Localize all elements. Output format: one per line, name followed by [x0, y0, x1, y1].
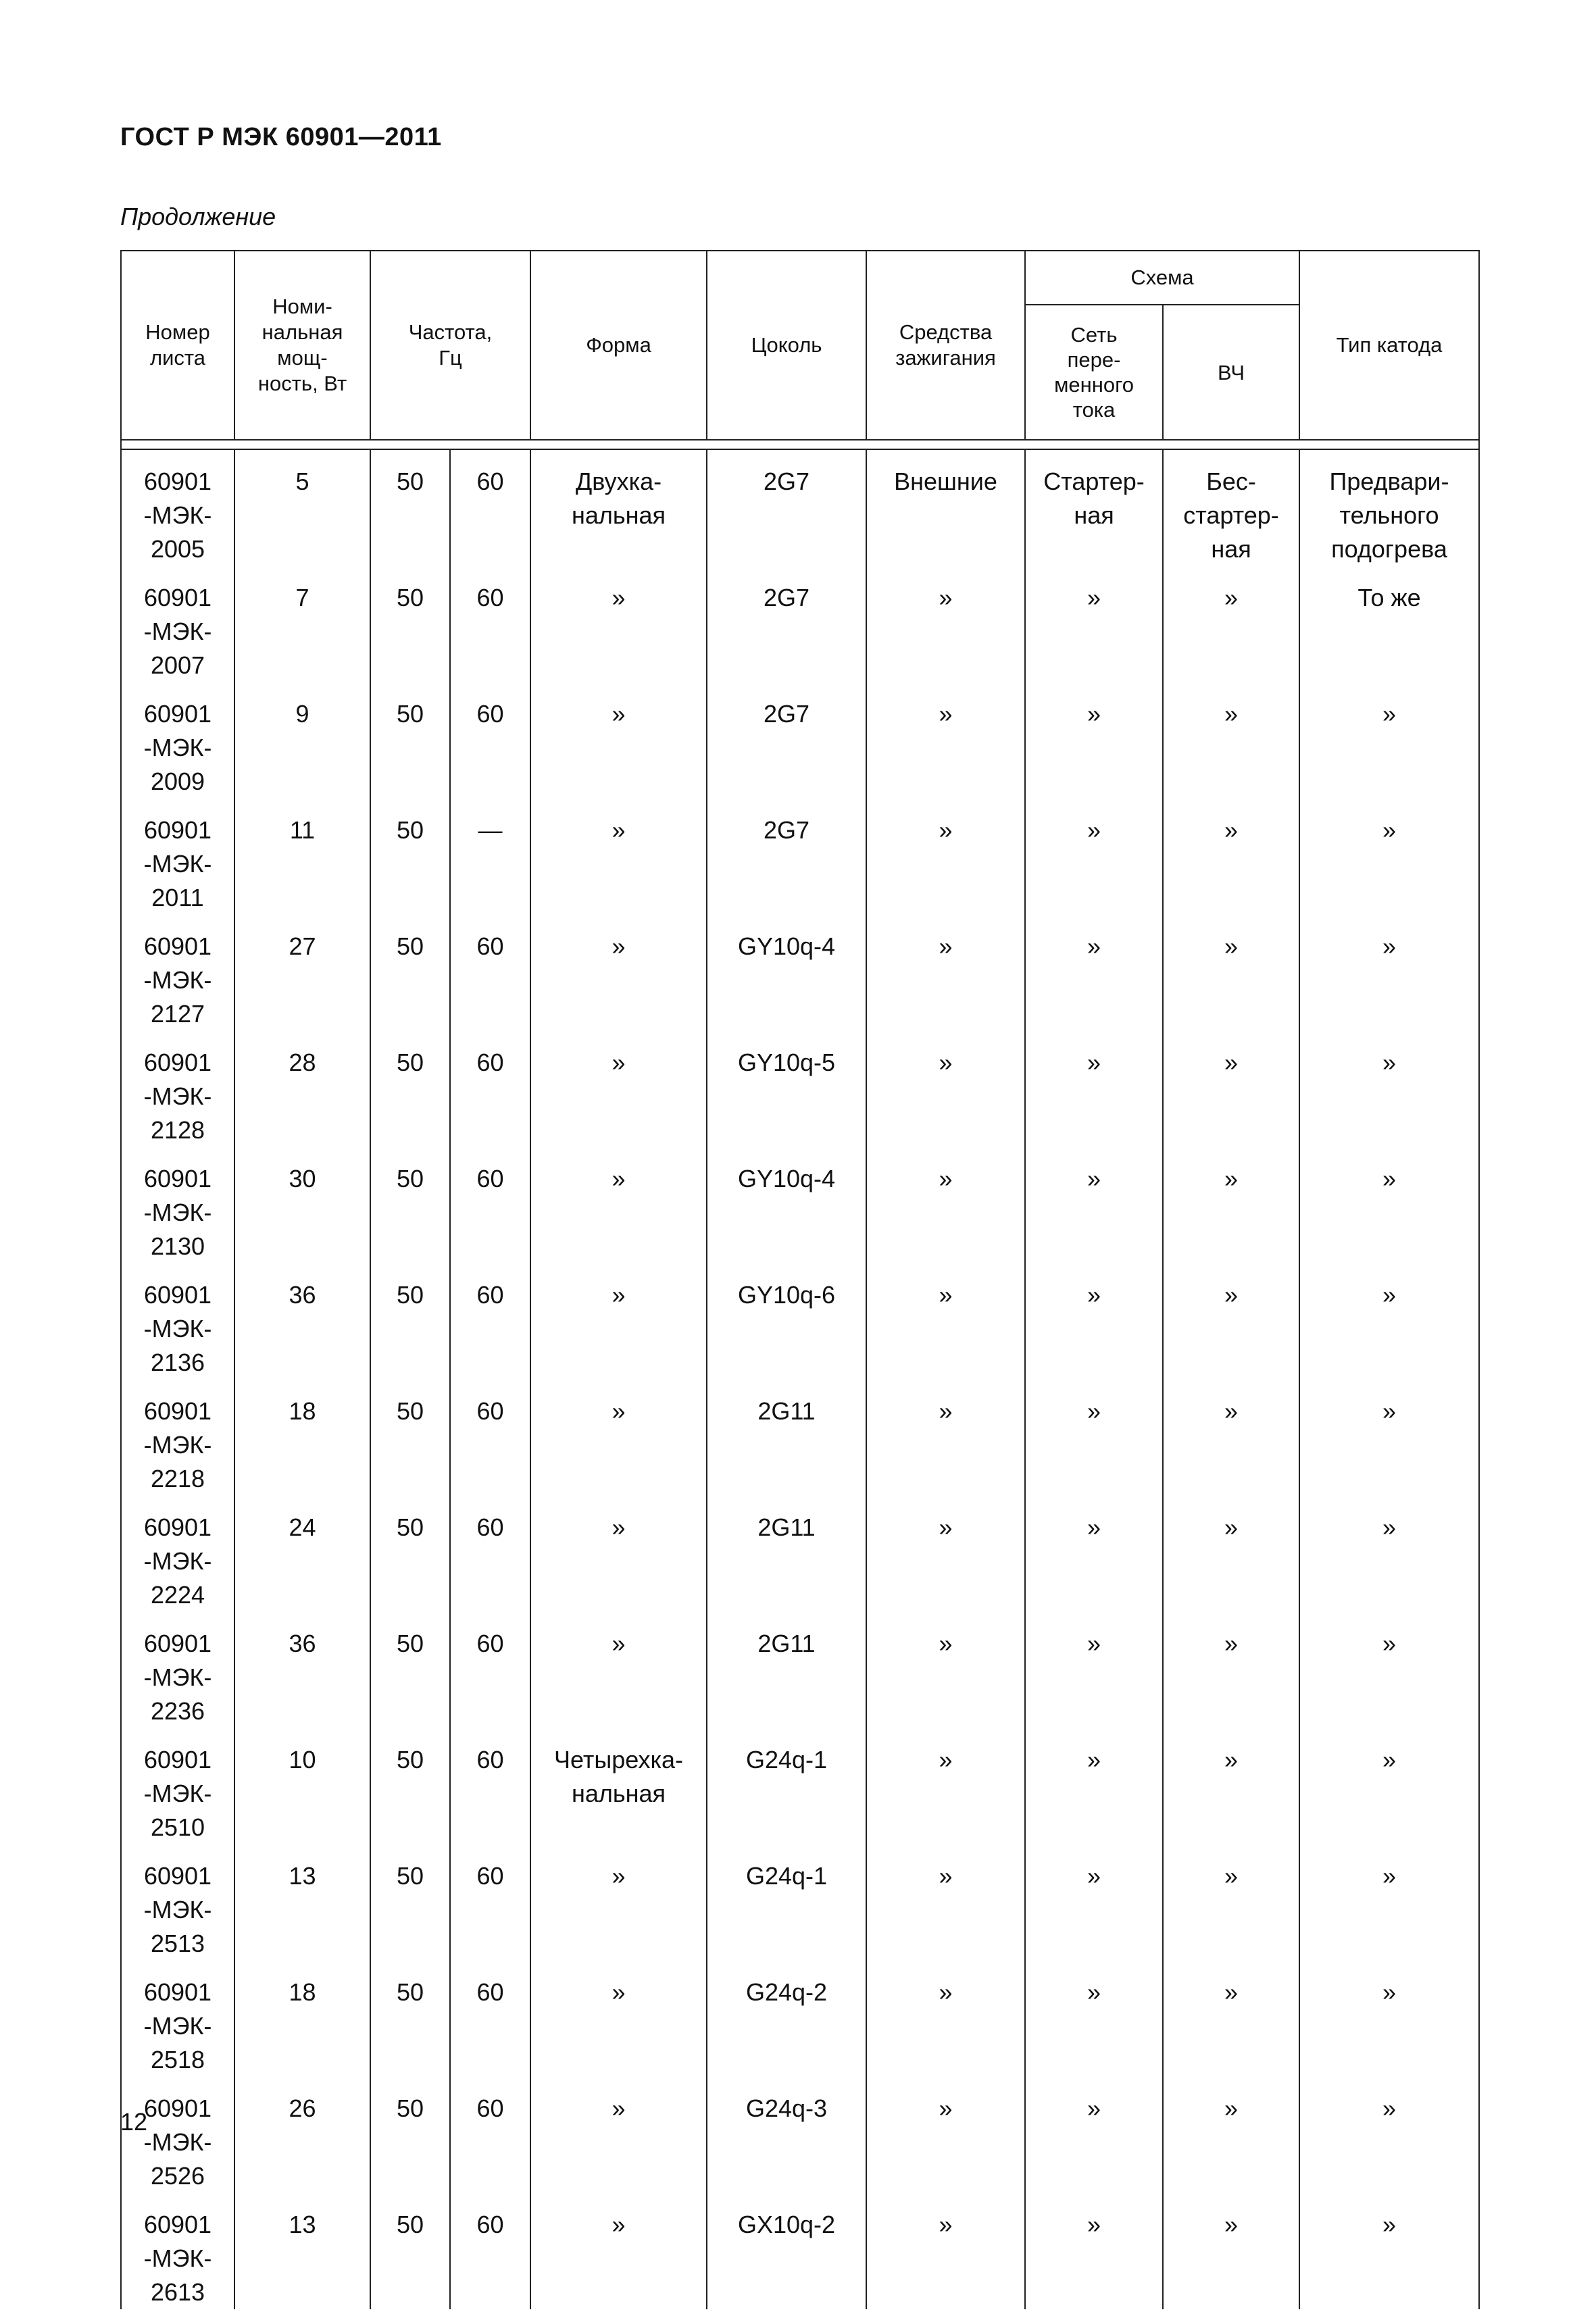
cell-cat: »	[1299, 2193, 1479, 2309]
sheet-number-line: 60901	[143, 1978, 212, 2006]
cell-ac: »	[1025, 2193, 1163, 2309]
sheet-number-line: 60901	[143, 584, 212, 611]
cell-f50: 50	[370, 915, 450, 1031]
cell-ign: »	[866, 915, 1025, 1031]
cell-ign: »	[866, 1380, 1025, 1496]
sheet-number-line: 2009	[150, 768, 205, 795]
sheet-number-line: 60901	[143, 1397, 212, 1425]
sheet-number-line: 2236	[150, 1697, 205, 1725]
sheet-number-line: 2613	[150, 2278, 205, 2306]
cell-cat: »	[1299, 1031, 1479, 1147]
cell-base: G24q-2	[707, 1961, 866, 2077]
cell-ac: »	[1025, 1147, 1163, 1263]
cell-hf: »	[1163, 799, 1299, 915]
cell-f60: 60	[450, 1728, 530, 1844]
cell-hf: »	[1163, 1612, 1299, 1728]
sheet-number-line: -МЭК-	[143, 1780, 212, 1807]
cell-sheet-number	[121, 1263, 234, 1380]
cell-cat: »	[1299, 1263, 1479, 1380]
cell-form	[530, 449, 707, 566]
cell-f50: 50	[370, 2193, 450, 2309]
sheet-number-line: -МЭК-	[143, 1547, 212, 1575]
cell-power: 5	[234, 449, 370, 566]
cell-f50: 50	[370, 1612, 450, 1728]
cell-f60: 60	[450, 1612, 530, 1728]
cell-sheet-number	[121, 1380, 234, 1496]
sheet-number-line: 60901	[143, 1630, 212, 1657]
sheet-number-line: 2136	[150, 1349, 205, 1376]
cell-ign: »	[866, 1496, 1025, 1612]
cell-base: 2G11	[707, 1380, 866, 1496]
cell-line: Двухка-	[575, 468, 662, 495]
sheet-number-line: 2127	[150, 1000, 205, 1028]
cell-cat: »	[1299, 682, 1479, 799]
cell-sheet-number	[121, 1031, 234, 1147]
cell-ign: »	[866, 2193, 1025, 2309]
cell-f50: 50	[370, 682, 450, 799]
cell-f50: 50	[370, 566, 450, 682]
cell-power: 28	[234, 1031, 370, 1147]
table-row	[121, 2077, 1479, 2193]
cell-sheet-number	[121, 1728, 234, 1844]
sheet-number-line: 60901	[143, 932, 212, 960]
cell-form: »	[530, 682, 707, 799]
cell-line: нальная	[571, 501, 666, 529]
cell-sheet-number	[121, 1844, 234, 1961]
cell-ac	[1025, 449, 1163, 566]
cell-hf: »	[1163, 2077, 1299, 2193]
sheet-number-line: 2218	[150, 1465, 205, 1492]
cell-ign: »	[866, 1844, 1025, 1961]
cell-power: 10	[234, 1728, 370, 1844]
cell-sheet-number	[121, 682, 234, 799]
header-frequency: Частота, Гц	[370, 251, 530, 440]
cell-form: »	[530, 915, 707, 1031]
sheet-number-line: 60901	[143, 1862, 212, 1890]
cell-ign: »	[866, 1263, 1025, 1380]
cell-hf: »	[1163, 566, 1299, 682]
cell-f60: 60	[450, 682, 530, 799]
cell-hf: »	[1163, 915, 1299, 1031]
cell-line: Предвари-	[1329, 468, 1449, 495]
sheet-number-line: -МЭК-	[143, 850, 212, 878]
cell-form: »	[530, 2077, 707, 2193]
cell-cat: »	[1299, 1380, 1479, 1496]
document-title: ГОСТ Р МЭК 60901—2011	[120, 123, 442, 151]
cell-ign: »	[866, 799, 1025, 915]
cell-hf: »	[1163, 1380, 1299, 1496]
cell-ign: »	[866, 1147, 1025, 1263]
table-row	[121, 1147, 1479, 1263]
sheet-number-line: 60901	[143, 1165, 212, 1192]
cell-line: тельного	[1339, 501, 1439, 529]
sheet-number-line: -МЭК-	[143, 1663, 212, 1691]
cell-form: »	[530, 1961, 707, 2077]
cell-base: 2G7	[707, 682, 866, 799]
sheet-number-line: -МЭК-	[143, 734, 212, 761]
cell-power: 36	[234, 1612, 370, 1728]
cell-f50: 50	[370, 1263, 450, 1380]
cell-base: 2G7	[707, 799, 866, 915]
cell-f60: 60	[450, 915, 530, 1031]
cell-ign: »	[866, 682, 1025, 799]
table-row	[121, 1031, 1479, 1147]
cell-hf: »	[1163, 1496, 1299, 1612]
cell-f60: 60	[450, 1147, 530, 1263]
cell-cat: »	[1299, 1612, 1479, 1728]
table-row	[121, 1380, 1479, 1496]
cell-hf: »	[1163, 1728, 1299, 1844]
table-row	[121, 682, 1479, 799]
cell-form: »	[530, 566, 707, 682]
header-circuit: Схема	[1025, 251, 1299, 305]
header-form: Форма	[530, 251, 707, 440]
cell-hf: »	[1163, 1263, 1299, 1380]
cell-sheet-number	[121, 1496, 234, 1612]
cell-line: ная	[1074, 501, 1114, 529]
cell-sheet-number	[121, 566, 234, 682]
sheet-number-line: -МЭК-	[143, 966, 212, 994]
cell-form	[530, 1728, 707, 1844]
cell-sheet-number	[121, 1612, 234, 1728]
cell-hf	[1163, 449, 1299, 566]
cell-cat: »	[1299, 799, 1479, 915]
sheet-number-line: -МЭК-	[143, 618, 212, 645]
sheet-number-line: 2007	[150, 651, 205, 679]
sheet-number-line: 60901	[143, 1281, 212, 1309]
page-number: 12	[120, 2108, 148, 2136]
cell-power: 18	[234, 1961, 370, 2077]
cell-ign: Внешние	[866, 449, 1025, 566]
sheet-number-line: -МЭК-	[143, 1896, 212, 1923]
table-row	[121, 2193, 1479, 2309]
cell-form: »	[530, 1147, 707, 1263]
table-row	[121, 915, 1479, 1031]
cell-cat: То же	[1299, 566, 1479, 682]
sheet-number-line: 2011	[151, 884, 204, 911]
table-body	[121, 449, 1479, 2309]
cell-f60: 60	[450, 1031, 530, 1147]
sheet-number-line: 2005	[150, 535, 205, 563]
cell-base: G24q-1	[707, 1844, 866, 1961]
cell-form: »	[530, 1263, 707, 1380]
sheet-number-line: 60901	[143, 700, 212, 728]
sheet-number-line: -МЭК-	[143, 2244, 212, 2272]
cell-form: »	[530, 799, 707, 915]
cell-base: 2G11	[707, 1496, 866, 1612]
cell-f50: 50	[370, 799, 450, 915]
cell-f50: 50	[370, 2077, 450, 2193]
cell-f50: 50	[370, 1147, 450, 1263]
cell-hf: »	[1163, 682, 1299, 799]
cell-cat: »	[1299, 1844, 1479, 1961]
sheet-number-line: 2526	[150, 2162, 205, 2190]
cell-power: 24	[234, 1496, 370, 1612]
cell-f50: 50	[370, 1031, 450, 1147]
cell-ac: »	[1025, 682, 1163, 799]
cell-sheet-number	[121, 2193, 234, 2309]
header-power: Номи- нальная мощ- ность, Вт	[234, 251, 370, 440]
cell-base: 2G7	[707, 566, 866, 682]
cell-base: GY10q-4	[707, 1147, 866, 1263]
cell-line: подогрева	[1331, 535, 1447, 563]
header-circuit-hf: ВЧ	[1163, 305, 1299, 440]
header-separator	[121, 440, 1479, 449]
cell-hf: »	[1163, 1147, 1299, 1263]
cell-f60: 60	[450, 1961, 530, 2077]
cell-form: »	[530, 1844, 707, 1961]
table-row	[121, 566, 1479, 682]
sheet-number-line: -МЭК-	[143, 2128, 212, 2156]
sheet-number-line: 60901	[143, 468, 212, 495]
sheet-number-line: 2518	[150, 2046, 205, 2073]
cell-line: нальная	[571, 1780, 666, 1807]
cell-power: 30	[234, 1147, 370, 1263]
sheet-number-line: 2510	[150, 1813, 205, 1841]
header-circuit-ac: Сеть пере- менного тока	[1025, 305, 1163, 440]
sheet-number-line: 60901	[143, 1513, 212, 1541]
sheet-number-line: -МЭК-	[143, 1431, 212, 1459]
header-base: Цоколь	[707, 251, 866, 440]
cell-base: G24q-1	[707, 1728, 866, 1844]
cell-f50: 50	[370, 1728, 450, 1844]
cell-ac: »	[1025, 799, 1163, 915]
cell-ac: »	[1025, 1612, 1163, 1728]
continuation-label: Продолжение	[120, 203, 276, 230]
lamp-data-table-container	[120, 250, 1478, 2306]
cell-line: Бес-	[1206, 468, 1256, 495]
cell-ac: »	[1025, 1728, 1163, 1844]
cell-ign: »	[866, 2077, 1025, 2193]
cell-ac: »	[1025, 915, 1163, 1031]
cell-power: 13	[234, 2193, 370, 2309]
sheet-number-line: -МЭК-	[143, 501, 212, 529]
cell-cat	[1299, 449, 1479, 566]
cell-line: Стартер-	[1043, 468, 1145, 495]
cell-cat: »	[1299, 1728, 1479, 1844]
cell-f60: 60	[450, 2193, 530, 2309]
cell-ign: »	[866, 566, 1025, 682]
cell-sheet-number	[121, 1147, 234, 1263]
cell-power: 7	[234, 566, 370, 682]
cell-base: GY10q-6	[707, 1263, 866, 1380]
sheet-number-line: -МЭК-	[143, 2012, 212, 2040]
cell-power: 9	[234, 682, 370, 799]
cell-line: ная	[1211, 535, 1251, 563]
cell-form: »	[530, 1496, 707, 1612]
cell-sheet-number	[121, 915, 234, 1031]
cell-cat: »	[1299, 915, 1479, 1031]
cell-base: GX10q-2	[707, 2193, 866, 2309]
sheet-number-line: -МЭК-	[143, 1315, 212, 1342]
cell-f60: 60	[450, 1263, 530, 1380]
cell-hf: »	[1163, 1031, 1299, 1147]
table-row	[121, 449, 1479, 566]
cell-ac: »	[1025, 1380, 1163, 1496]
table-row	[121, 1263, 1479, 1380]
table-row	[121, 1961, 1479, 2077]
cell-line: Четырехка-	[554, 1746, 684, 1774]
sheet-number-line: 2224	[150, 1581, 205, 1609]
cell-base: 2G11	[707, 1612, 866, 1728]
cell-f60: 60	[450, 1496, 530, 1612]
cell-f50: 50	[370, 1844, 450, 1961]
table-row	[121, 1612, 1479, 1728]
sheet-number-line: 60901	[143, 816, 212, 844]
cell-form: »	[530, 1380, 707, 1496]
cell-power: 26	[234, 2077, 370, 2193]
cell-base: G24q-3	[707, 2077, 866, 2193]
cell-form: »	[530, 2193, 707, 2309]
cell-hf: »	[1163, 2193, 1299, 2309]
cell-ac: »	[1025, 1031, 1163, 1147]
cell-power: 11	[234, 799, 370, 915]
cell-cat: »	[1299, 2077, 1479, 2193]
header-ignition: Средства зажигания	[866, 251, 1025, 440]
cell-power: 13	[234, 1844, 370, 1961]
cell-f50: 50	[370, 1380, 450, 1496]
cell-f60: 60	[450, 1844, 530, 1961]
cell-ign: »	[866, 1031, 1025, 1147]
table-row	[121, 799, 1479, 915]
cell-f50: 50	[370, 449, 450, 566]
cell-cat: »	[1299, 1961, 1479, 2077]
cell-f60: 60	[450, 449, 530, 566]
cell-ign: »	[866, 1961, 1025, 2077]
cell-hf: »	[1163, 1961, 1299, 2077]
cell-form: »	[530, 1612, 707, 1728]
cell-power: 27	[234, 915, 370, 1031]
sheet-number-line: -МЭК-	[143, 1199, 212, 1226]
sheet-number-line: 60901	[143, 1746, 212, 1774]
sheet-number-line: 2513	[150, 1930, 205, 1957]
cell-ac: »	[1025, 1263, 1163, 1380]
sheet-number-line: 60901	[143, 2094, 212, 2122]
cell-f50: 50	[370, 1496, 450, 1612]
cell-power: 18	[234, 1380, 370, 1496]
cell-base: 2G7	[707, 449, 866, 566]
cell-cat: »	[1299, 1496, 1479, 1612]
table-row	[121, 1844, 1479, 1961]
sheet-number-line: 60901	[143, 1049, 212, 1076]
sheet-number-line: 2128	[150, 1116, 205, 1144]
lamp-data-table	[120, 250, 1480, 2309]
cell-sheet-number	[121, 799, 234, 915]
cell-f60: 60	[450, 566, 530, 682]
cell-sheet-number	[121, 449, 234, 566]
table-row	[121, 1728, 1479, 1844]
cell-power: 36	[234, 1263, 370, 1380]
header-sheet-number: Номер листа	[121, 251, 234, 440]
table-header	[121, 251, 1479, 449]
sheet-number-line: 60901	[143, 2211, 212, 2238]
table-row	[121, 1496, 1479, 1612]
sheet-number-line: 2130	[150, 1232, 205, 1260]
sheet-number-line: -МЭК-	[143, 1082, 212, 1110]
cell-base: GY10q-4	[707, 915, 866, 1031]
cell-sheet-number	[121, 1961, 234, 2077]
cell-base: GY10q-5	[707, 1031, 866, 1147]
cell-form: »	[530, 1031, 707, 1147]
cell-hf: »	[1163, 1844, 1299, 1961]
cell-f60: 60	[450, 1380, 530, 1496]
cell-ac: »	[1025, 1496, 1163, 1612]
cell-f60: 60	[450, 2077, 530, 2193]
cell-line: стартер-	[1183, 501, 1279, 529]
cell-ac: »	[1025, 1961, 1163, 2077]
cell-ac: »	[1025, 2077, 1163, 2193]
cell-ign: »	[866, 1612, 1025, 1728]
cell-f60: —	[450, 799, 530, 915]
cell-ac: »	[1025, 1844, 1163, 1961]
header-cathode: Тип катода	[1299, 251, 1479, 440]
cell-ac: »	[1025, 566, 1163, 682]
cell-ign: »	[866, 1728, 1025, 1844]
cell-cat: »	[1299, 1147, 1479, 1263]
cell-f50: 50	[370, 1961, 450, 2077]
